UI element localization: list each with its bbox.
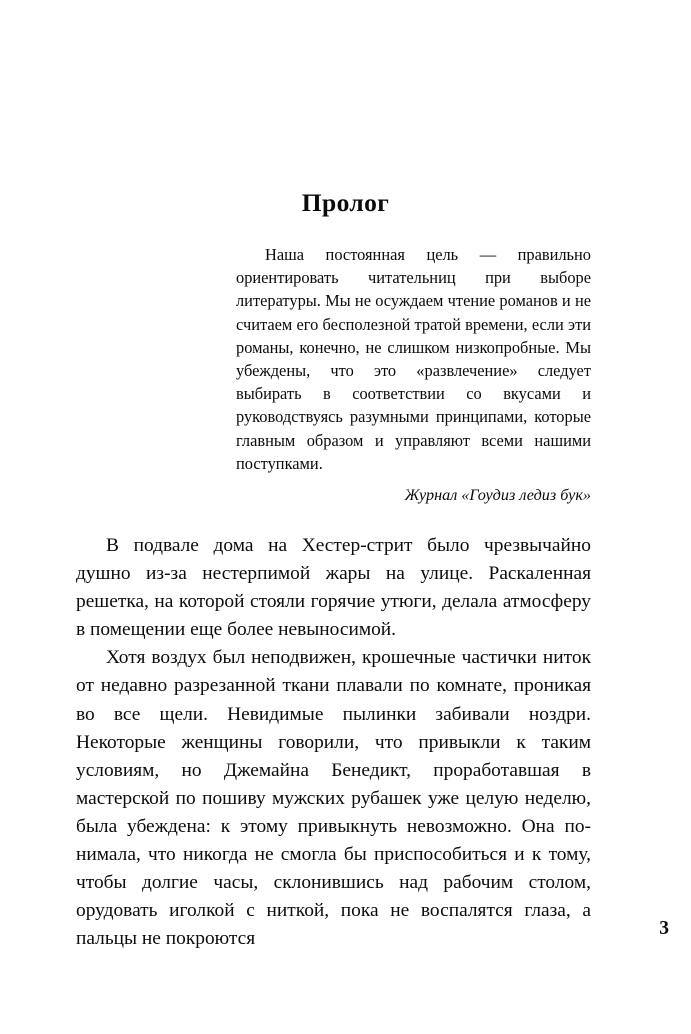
page-number: 3 — [659, 918, 669, 939]
body-paragraph: В подвале дома на Хестер-стрит было чрезвычайно душно из-за нестерпимой жары на улице. Раскаленная решетка, на которой стояли горячие утюги, делала атмосферу в помещении еще более невыносимой. — [76, 535, 591, 641]
body-text — [76, 532, 591, 953]
epigraph-block — [236, 243, 591, 506]
epigraph-text: Наша постоянная цель — правильно ориентировать читательниц при выборе литературы. Мы не осуждаем чтение романов и не считаем его бесполезной тратой времени, если эти романы, конечно, не слишком низкопробные. Мы убеждены, что это «развлечение» следует выбирать в соответствии со вкусами и руководствуясь разумными принципами, которые главным образом и управляют всеми нашими поступками. — [236, 245, 591, 473]
chapter-title: Пролог — [301, 188, 390, 218]
body-paragraph: Хотя воздух был неподвижен, крошечные частички ниток от недавно разрезанной ткани плавали по комнате, проникая во все щели. Невидимые пылинки забивали ноздри. Некоторые женщины говорили, что привыкли к таким условиям, но Джемайна Бенедикт, проработавшая в мастерской по пошиву мужских рубашек уже целую неделю, была убеждена: к этому привыкнуть невозможно. Она понимала, что никогда не смогла бы приспособиться и к тому, чтобы долгие часы, склонившись над рабочим столом, орудовать иголкой с ниткой, пока не воспалятся глаза, а пальцы не покроются — [76, 647, 591, 950]
epigraph-source: Журнал «Гоудиз ледиз бук» — [404, 486, 591, 505]
